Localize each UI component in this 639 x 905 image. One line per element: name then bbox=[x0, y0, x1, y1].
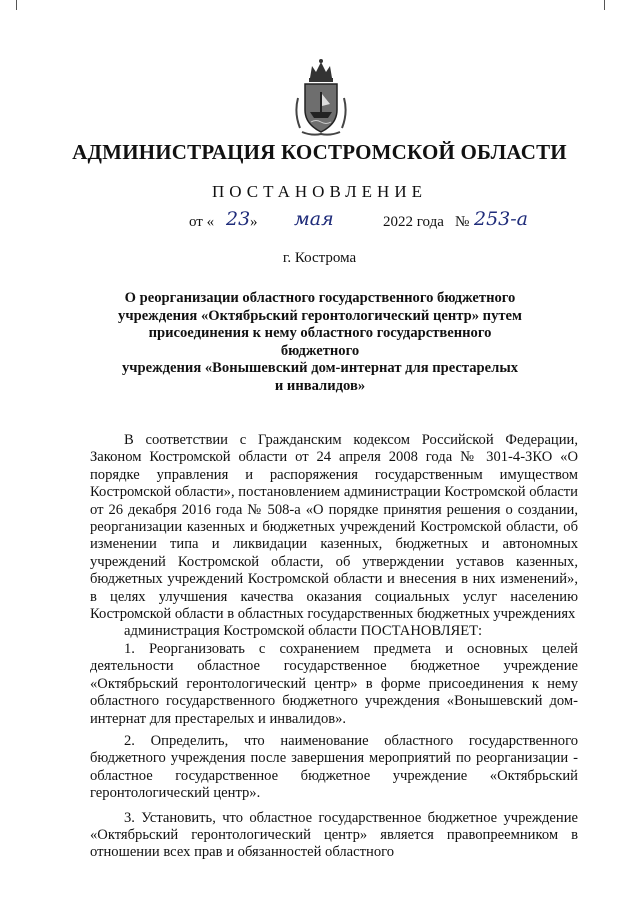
preamble-paragraph: В соответствии с Гражданским кодексом Российской Федерации, Законом Костромской области от 24 апреля 2008 года № 301-4-ЗКО «О порядке управления и распоряжения государственным имуществом Костромской области», постановлением администрации Костромской области от 26 декабря 2016 года № 508-а «О порядке принятия решения о создании, реорганизации казенных и бюджетных учреждений Костромской области, об изменении типа и ликвидации казенных, бюджетных и автономных учреждений Костромской области, об утверждении уставов казенных, бюджетных учреждений Костромской области и внесения в них изменений», в целях улучшения качества оказания социальных услуг населению Костромской области в областных государственных бюджетных учреждениях bbox=[90, 432, 578, 623]
resolution-line: администрация Костромской области ПОСТАНОВЛЯЕТ: bbox=[124, 623, 483, 640]
subject-line: присоединения к нему областного государственного бюджетного bbox=[148, 325, 492, 359]
subject-line: учреждения «Октябрьский геронтологический центр» путем bbox=[118, 307, 522, 324]
subject-line: учреждения «Вонышевский дом-интернат для престарелых bbox=[121, 360, 519, 376]
coat-of-arms-icon bbox=[292, 58, 350, 138]
document-body bbox=[90, 432, 578, 862]
date-year: 2022 года bbox=[383, 214, 444, 230]
scan-edge-mark bbox=[16, 0, 17, 10]
date-mid: » bbox=[250, 214, 258, 230]
scan-edge-mark bbox=[604, 0, 605, 10]
number-prefix: № bbox=[455, 214, 470, 230]
document-number-handwritten: 253-а bbox=[474, 208, 529, 230]
date-prefix: от « bbox=[189, 214, 215, 230]
date-day-handwritten: 23 bbox=[226, 208, 251, 230]
document-type: ПОСТАНОВЛЕНИЕ bbox=[211, 182, 427, 201]
city: г. Кострома bbox=[282, 250, 357, 266]
organization-title: АДМИНИСТРАЦИЯ КОСТРОМСКОЙ ОБЛАСТИ bbox=[72, 140, 567, 164]
subject-line: и инвалидов» bbox=[274, 377, 366, 394]
subject-line: О реорганизации областного государственного бюджетного bbox=[124, 290, 516, 306]
date-line bbox=[0, 208, 639, 244]
item-3-paragraph: 3. Установить, что областное государственное бюджетное учреждение «Октябрьский геронтологический центр» является правопреемником в отношении всех прав и обязанностей областного bbox=[90, 809, 578, 861]
item-1-paragraph: 1. Реорганизовать с сохранением предмета и основных целей деятельности областное государственное бюджетное учреждение «Октябрьский геронтологический центр» в форме присоединения к нему областного государственного бюджетного учреждения «Вонышевский дом-интернат для престарелых и инвалидов». bbox=[90, 640, 578, 727]
item-2-paragraph: 2. Определить, что наименование областного государственного бюджетного учреждения после завершения мероприятий по реорганизации - областное государственное бюджетное учреждение «Октябрьский геронтологический центр». bbox=[90, 732, 578, 802]
document-subject bbox=[110, 290, 530, 395]
date-month-handwritten: мая bbox=[294, 208, 334, 230]
